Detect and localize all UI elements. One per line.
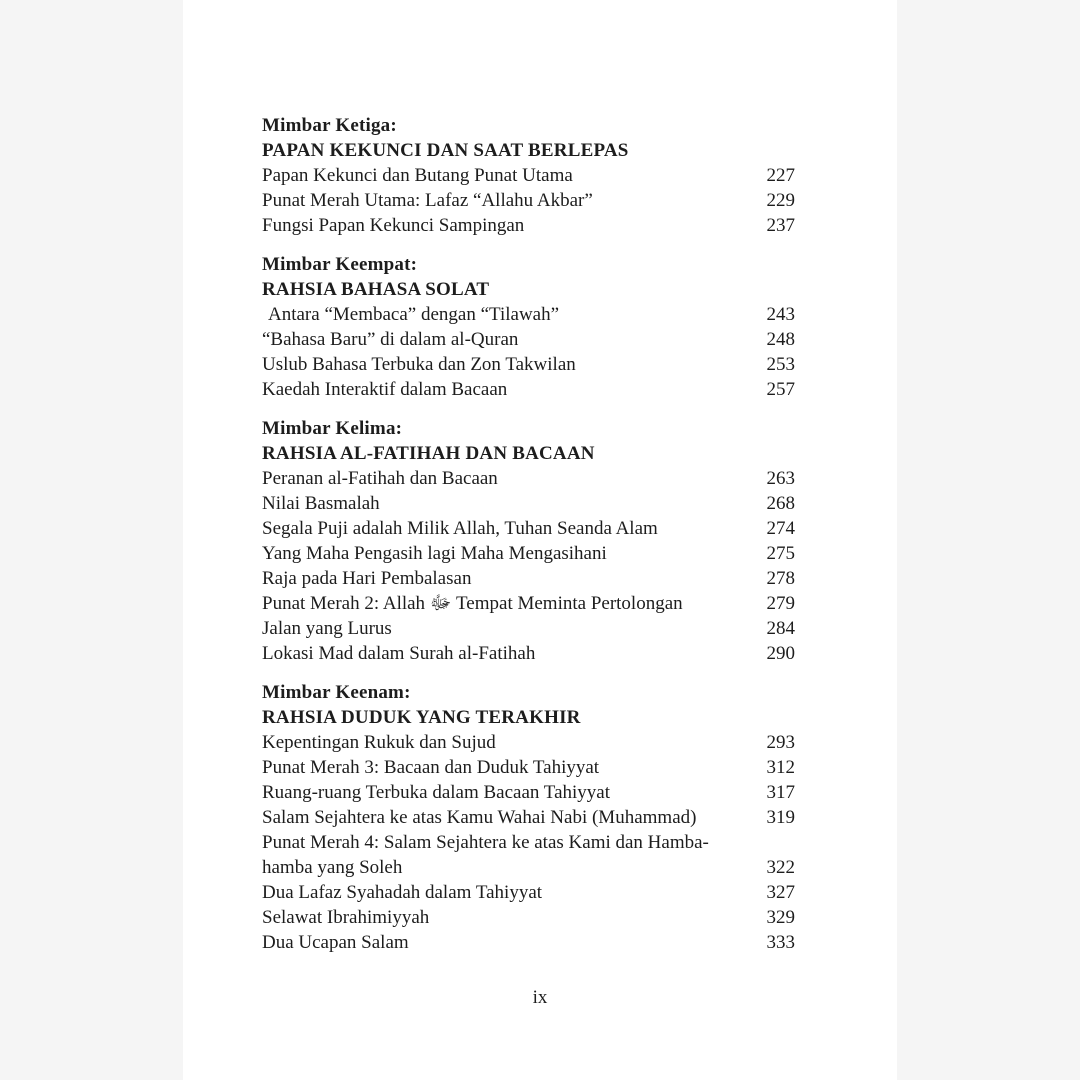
toc-entry-title: Punat Merah 3: Bacaan dan Duduk Tahiyyat [262, 757, 600, 778]
toc-entry [262, 377, 795, 402]
toc-entry-page-number: 319 [766, 807, 795, 828]
toc-entry-title: Kepentingan Rukuk dan Sujud [262, 732, 496, 753]
toc-entry [262, 905, 795, 930]
table-of-contents [262, 113, 795, 955]
toc-entry [262, 491, 795, 516]
toc-section [262, 680, 795, 955]
toc-entry-title: Kaedah Interaktif dalam Bacaan [262, 379, 508, 400]
toc-section [262, 416, 795, 666]
toc-entry-title: Segala Puji adalah Milik Allah, Tuhan Seanda Alam [262, 518, 658, 539]
toc-entry [262, 566, 795, 591]
toc-entry-page-number: 284 [766, 618, 795, 639]
toc-entry-page-number: 329 [766, 907, 795, 928]
toc-entry-page-number: 293 [766, 732, 795, 753]
toc-entry-page-number: 268 [766, 493, 795, 514]
section-title: RAHSIA DUDUK YANG TERAKHIR [262, 707, 581, 728]
toc-entry [262, 163, 795, 188]
toc-section [262, 113, 795, 238]
toc-entry-page-number: 317 [766, 782, 795, 803]
toc-entry-title: Ruang-ruang Terbuka dalam Bacaan Tahiyyat [262, 782, 611, 803]
toc-entry-title: Salam Sejahtera ke atas Kamu Wahai Nabi (Muhammad) [262, 807, 697, 828]
toc-entry-page-number: 290 [766, 643, 795, 664]
toc-entry-page-number: 327 [766, 882, 795, 903]
toc-entry-page-number: 263 [766, 468, 795, 489]
toc-entry-page-number: 312 [766, 757, 795, 778]
toc-entry-title: Raja pada Hari Pembalasan [262, 568, 472, 589]
toc-entry-page-number: 237 [766, 215, 795, 236]
toc-entry-title: Selawat Ibrahimiyyah [262, 907, 430, 928]
section-chapter-label: Mimbar Keenam: [262, 682, 411, 703]
toc-entry-title: Punat Merah 4: Salam Sejahtera ke atas Kami dan Hamba-hamba yang Soleh [262, 832, 709, 878]
toc-entry-page-number: 322 [766, 857, 795, 878]
toc-entry-title: Punat Merah 2: Allah ﷻ Tempat Meminta Pertolongan [262, 593, 683, 614]
toc-entry [262, 516, 795, 541]
toc-entry-title: Jalan yang Lurus [262, 618, 392, 639]
toc-entry-title: Peranan al-Fatihah dan Bacaan [262, 468, 498, 489]
toc-entry [262, 755, 795, 780]
toc-entry-title: Lokasi Mad dalam Surah al-Fatihah [262, 643, 536, 664]
toc-entry-page-number: 257 [766, 379, 795, 400]
toc-entry [262, 188, 795, 213]
toc-entry-title: Fungsi Papan Kekunci Sampingan [262, 215, 525, 236]
toc-entry-title: Papan Kekunci dan Butang Punat Utama [262, 165, 573, 186]
toc-entry-page-number: 278 [766, 568, 795, 589]
toc-entry-title: Punat Merah Utama: Lafaz “Allahu Akbar” [262, 190, 593, 211]
toc-entry-page-number: 253 [766, 354, 795, 375]
toc-entry-title: Nilai Basmalah [262, 493, 380, 514]
toc-entry-page-number: 248 [766, 329, 795, 350]
toc-entry-page-number: 275 [766, 543, 795, 564]
toc-entry-page-number: 333 [766, 932, 795, 953]
toc-entry-page-number: 243 [766, 304, 795, 325]
section-title: PAPAN KEKUNCI DAN SAAT BERLEPAS [262, 140, 629, 161]
toc-entry-page-number: 229 [766, 190, 795, 211]
toc-entry [262, 352, 795, 377]
toc-entry [262, 213, 795, 238]
toc-entry-page-number: 274 [766, 518, 795, 539]
toc-entry [262, 730, 795, 755]
toc-entry-title: Dua Lafaz Syahadah dalam Tahiyyat [262, 882, 543, 903]
toc-entry [262, 805, 795, 830]
section-title: RAHSIA AL-FATIHAH DAN BACAAN [262, 443, 595, 464]
section-chapter-label: Mimbar Ketiga: [262, 115, 397, 136]
toc-entry-title: Antara “Membaca” dengan “Tilawah” [268, 304, 560, 325]
toc-entry [262, 541, 795, 566]
toc-entry [262, 780, 795, 805]
toc-entry [262, 591, 795, 616]
page-number-footer: ix [532, 987, 548, 1008]
toc-entry [262, 466, 795, 491]
toc-entry [262, 327, 795, 352]
toc-entry [262, 880, 795, 905]
section-chapter-label: Mimbar Keempat: [262, 254, 418, 275]
toc-entry [262, 830, 795, 880]
toc-entry-title: Dua Ucapan Salam [262, 932, 409, 953]
toc-entry [262, 302, 795, 327]
toc-entry-page-number: 279 [766, 593, 795, 614]
toc-entry-page-number: 227 [766, 165, 795, 186]
book-page [183, 0, 897, 1080]
toc-section [262, 252, 795, 402]
toc-entry [262, 641, 795, 666]
section-title: RAHSIA BAHASA SOLAT [262, 279, 490, 300]
toc-entry-title: “Bahasa Baru” di dalam al-Quran [262, 329, 519, 350]
toc-entry [262, 930, 795, 955]
toc-entry-title: Uslub Bahasa Terbuka dan Zon Takwilan [262, 354, 576, 375]
toc-entry [262, 616, 795, 641]
toc-entry-title: Yang Maha Pengasih lagi Maha Mengasihani [262, 543, 607, 564]
section-chapter-label: Mimbar Kelima: [262, 418, 403, 439]
